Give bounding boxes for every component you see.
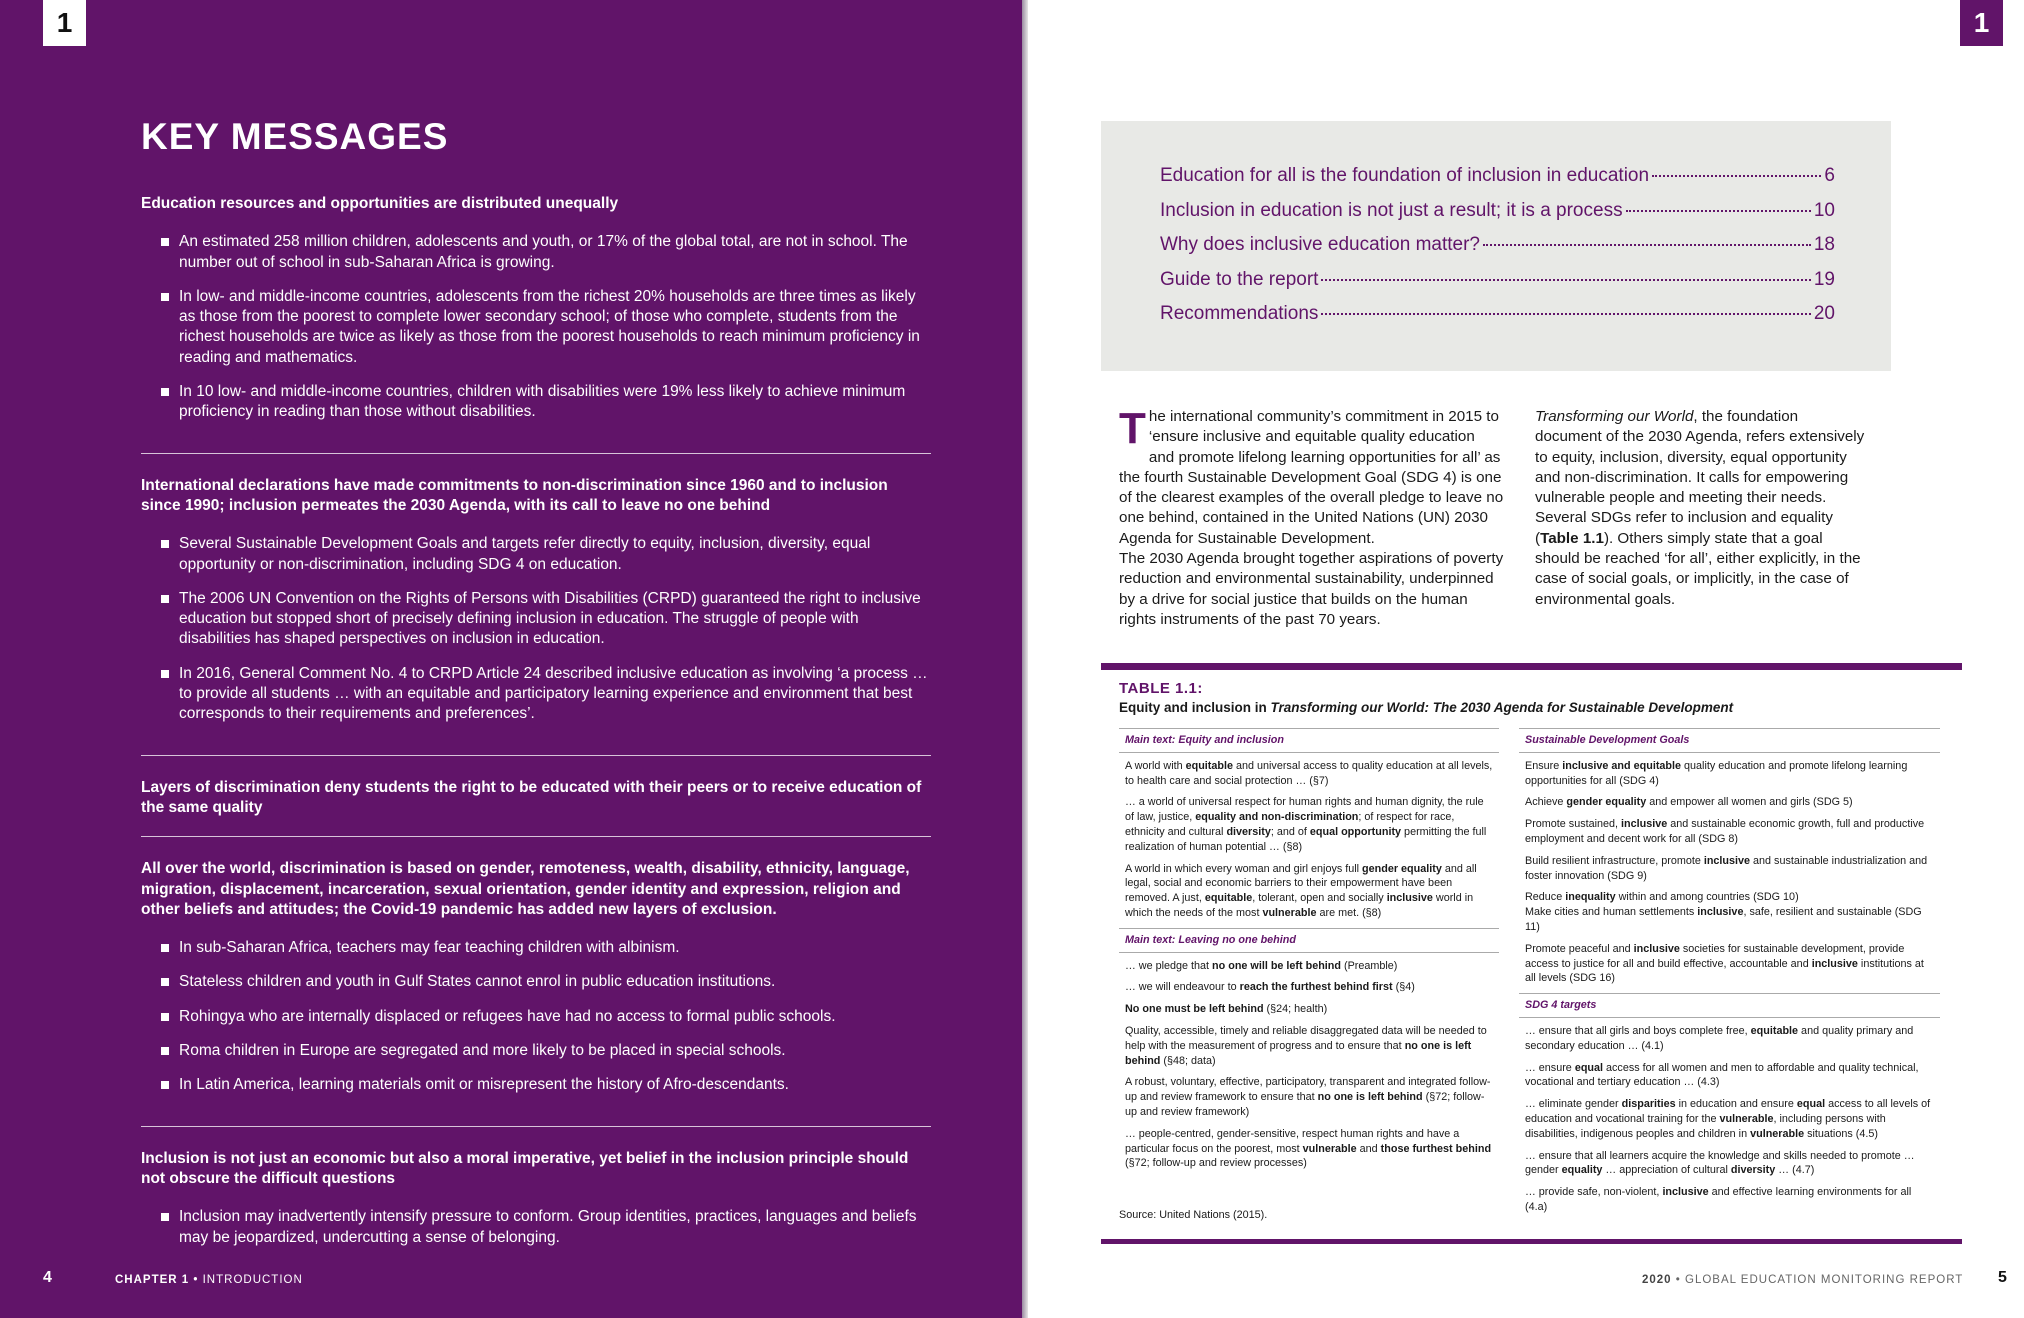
table-cell <box>1519 1149 1940 1179</box>
right-page <box>1028 0 2024 1318</box>
table-cell <box>1119 759 1499 789</box>
text-run: Promote peaceful and <box>1525 942 1634 955</box>
toc-entry[interactable] <box>1160 165 1835 200</box>
section-heading: All over the world, discrimination is based on gender, remoteness, wealth, disability, ethnicity, language, migration, displacement, incarceration, sexual orientation, gender identity and expression, religion and other beliefs and attitudes; the Covid-19 pandemic has added new layers of exclusion. <box>141 860 910 918</box>
table-column-left <box>1119 728 1499 1178</box>
bold-text: equality and non-discrimination <box>1195 811 1359 824</box>
table-cell <box>1519 942 1940 986</box>
text-run: … (4.7) <box>1775 1164 1815 1177</box>
bold-text: diversity <box>1226 825 1271 838</box>
table-cell <box>1119 959 1499 974</box>
table-group <box>1119 728 1499 921</box>
footer-year: 2020 <box>1642 1274 1672 1286</box>
toc-page: 6 <box>1824 165 1835 186</box>
table-column-header: Sustainable Development Goals <box>1519 728 1940 753</box>
bullet-item: In 10 low- and middle-income countries, children with disabilities were 19% less likely to achieve minimum proficiency in reading than those without disabilities. <box>141 382 931 423</box>
text-run: within and among countries (SDG 10) <box>1615 891 1799 904</box>
text-run: Promote sustained, <box>1525 818 1622 831</box>
bold-text: gender equality <box>1362 862 1442 875</box>
footer-section: INTRODUCTION <box>202 1274 303 1286</box>
key-message-section <box>141 859 931 1126</box>
text-run: and quality primary and secondary education … (4.1) <box>1525 1024 1914 1052</box>
table-cell <box>1119 1024 1499 1068</box>
text-run: … provide safe, non-violent, <box>1525 1186 1663 1199</box>
bold-text: those furthest behind <box>1380 1142 1492 1155</box>
bullet-item: In low- and middle-income countries, adolescents from the richest 20% households are three times as likely as those from the poorest to complete lower secondary school; of those who complete, students from the richest households are twice as likely as those from the poorest households to reach minimum proficiency in reading and mathematics. <box>141 287 931 368</box>
table-top-rule <box>1101 663 1962 670</box>
table-cell <box>1519 1097 1940 1141</box>
text-run: and sustainable economic growth, full and productive employment and decent work for all (SDG 8) <box>1525 818 1925 845</box>
italic-text: Transforming our World: The 2030 Agenda for Sustainable Development <box>1270 700 1734 715</box>
bullet-item: Roma children in Europe are segregated and more likely to be placed in special schools. <box>141 1041 931 1061</box>
toc-page: 19 <box>1813 268 1835 290</box>
table-cell <box>1519 890 1940 934</box>
body-paragraph: he international community’s commitment in 2015 to ‘ensure inclusive and equitable quality education and promote lifelong learning opportunities for all’ as the fourth Sustainable Development Goal (SDG 4) is one of the clearest examples of the overall pledge to leave no one behind, contained in the United Nations (UN) 2030 Agenda for Sustainable Development. <box>1119 408 1504 547</box>
chapter-badge: 1 <box>1960 0 2003 46</box>
text-run: Equity and inclusion in <box>1119 700 1271 715</box>
bold-text: equality <box>1561 1164 1603 1177</box>
table-group <box>1519 728 1940 986</box>
text-run: are met. (§8) <box>1316 906 1382 919</box>
text-run: , the foundation document of the 2030 Agenda, refers extensively to equity, inclusion, diversity, equal opportunity and non-discrimination. It calls for empowering vulnerable people and meeting their needs. Several SDGs refer to inclusion and equality ( <box>1535 408 1865 547</box>
table-cell <box>1119 980 1499 995</box>
text-run: … ensure that all girls and boys complete free, <box>1525 1024 1751 1037</box>
text-run: A world with <box>1125 759 1186 772</box>
section-heading: Education resources and opportunities are distributed unequally <box>141 195 619 212</box>
running-footer <box>115 1274 303 1286</box>
table-cell <box>1119 862 1499 921</box>
bold-text: no one will be left behind <box>1212 959 1341 972</box>
bold-text: No one must be left behind <box>1125 1003 1264 1016</box>
text-run: A robust, voluntary, effective, participatory, transparent and integrated follow-up and review framework to ensure that <box>1125 1076 1491 1104</box>
chapter-badge: 1 <box>43 0 86 46</box>
page-number: 4 <box>43 1269 53 1286</box>
text-run: ; of respect for race, ethnicity and cultural <box>1125 811 1455 838</box>
body-paragraph: The 2030 Agenda brought together aspirations of poverty reduction and environmental sustainability, underpinned by a drive for social justice that builds on the human rights instruments of the past 70 years. <box>1119 550 1504 628</box>
page-number: 5 <box>1998 1269 2008 1286</box>
toc-leader-dots <box>1652 175 1821 177</box>
text-run: access to all levels of education and vocational training for the <box>1525 1098 1931 1125</box>
text-run: and all legal, social and economic barriers to their empowerment have been removed. A just, <box>1125 862 1477 905</box>
bold-text: inequality <box>1565 891 1616 904</box>
bullet-item: In 2016, General Comment No. 4 to CRPD Article 24 described inclusive education as involving ‘a process … to provide all students … with an equitable and participatory learning experience and environment that best corresponds to their requirements and preferences’. <box>141 664 931 725</box>
drop-cap: T <box>1119 404 1146 453</box>
bold-text: equal <box>1574 1061 1604 1074</box>
bullet-item: In Latin America, learning materials omit or misrepresent the history of Afro-descendants. <box>141 1075 931 1095</box>
bold-text: gender equality <box>1566 796 1647 809</box>
bold-text: inclusive <box>1662 1186 1709 1199</box>
toc-leader-dots <box>1483 244 1811 246</box>
toc-entry[interactable] <box>1160 303 1835 338</box>
toc-label: Education for all is the foundation of inclusion in education <box>1160 165 1650 186</box>
bold-text: equitable <box>1204 892 1253 905</box>
section-heading: Inclusion is not just an economic but also a moral imperative, yet belief in the inclusion principle should not obscure the difficult questions <box>141 1149 909 1187</box>
text-run: access for all women and men to affordable and quality technical, vocational and tertiary education … (4.3) <box>1525 1061 1919 1089</box>
table-cell <box>1519 1185 1940 1215</box>
text-run: … appreciation of cultural <box>1602 1164 1731 1177</box>
text-run: ; and of <box>1270 825 1310 838</box>
text-run: Build resilient infrastructure, promote <box>1525 854 1704 867</box>
text-run: and empower all women and girls (SDG 5) <box>1646 796 1853 809</box>
text-run: (§48; data) <box>1160 1054 1216 1067</box>
table-group <box>1519 993 1940 1215</box>
text-run: and sustainable industrialization and foster innovation (SDG 9) <box>1525 854 1928 882</box>
bold-text: vulnerable <box>1302 1142 1357 1155</box>
toc-entry[interactable] <box>1160 234 1835 269</box>
footer-separator: • <box>189 1274 203 1286</box>
section-heading: International declarations have made commitments to non-discrimination since 1960 and to inclusion since 1990; inclusion permeates the 2030 Agenda, with its call to leave no one behind <box>141 476 888 514</box>
italic-text: Transforming our World <box>1535 408 1694 425</box>
text-run: , including persons with disabilities, indigenous peoples and children in <box>1525 1112 1886 1140</box>
text-run: … people-centred, gender-sensitive, respect human rights and have a particular focus on the poorest, most <box>1125 1127 1460 1155</box>
text-run: … ensure <box>1525 1061 1575 1074</box>
text-run: , tolerant, open and socially <box>1252 892 1387 905</box>
bold-text: no one is left behind <box>1317 1091 1423 1104</box>
key-message-section <box>141 1149 931 1278</box>
bullet-item: Inclusion may inadvertently intensify pressure to conform. Group identities, practices, languages and beliefs may be jeopardized, undercutting a sense of belonging. <box>141 1207 931 1248</box>
toc-label: Recommendations <box>1160 303 1319 324</box>
text-run: (§24; health) <box>1263 1003 1328 1016</box>
bold-text: inclusive <box>1703 854 1751 867</box>
table-cell <box>1519 854 1940 884</box>
bullet-item: Rohingya who are internally displaced or refugees have had no access to formal public schools. <box>141 1007 931 1027</box>
bullet-item: In sub-Saharan Africa, teachers may fear teaching children with albinism. <box>141 938 931 958</box>
table-column-header: Main text: Leaving no one behind <box>1119 928 1499 953</box>
text-run: Achieve <box>1525 796 1567 809</box>
text-run: and effective learning environments for all (4.a) <box>1525 1186 1912 1213</box>
text-run: and <box>1356 1142 1381 1155</box>
bold-text: diversity <box>1730 1164 1776 1177</box>
text-run: … a world of universal respect for human rights and human dignity, the rule of law, justice, <box>1125 796 1484 824</box>
bold-text: inclusive <box>1697 906 1744 919</box>
table-cell <box>1519 795 1940 810</box>
bold-text: inclusive and equitable <box>1562 759 1682 772</box>
table-column-header: SDG 4 targets <box>1519 993 1940 1018</box>
text-run: … eliminate gender <box>1525 1098 1622 1111</box>
table-column-right <box>1519 728 1940 1222</box>
page-title: KEY MESSAGES <box>141 116 449 157</box>
bullet-item: Stateless children and youth in Gulf States cannot enrol in public education institutions. <box>141 972 931 992</box>
toc-page: 10 <box>1813 199 1835 221</box>
text-run: … we will endeavour to <box>1125 981 1240 994</box>
toc-entry[interactable] <box>1160 269 1835 304</box>
bold-text: inclusive <box>1386 892 1433 905</box>
footer-separator: • <box>1671 1274 1686 1286</box>
text-run: societies for sustainable development, provide access to justice for all and build effective, accountable and <box>1525 942 1905 970</box>
table-cell <box>1519 759 1940 789</box>
bold-text: reach the furthest behind first <box>1239 981 1393 994</box>
bold-text: equitable <box>1750 1024 1799 1037</box>
key-message-section <box>141 778 931 838</box>
text-run: … we pledge that <box>1125 959 1213 972</box>
key-message-section <box>141 476 931 756</box>
body-column-1 <box>1119 404 1504 630</box>
text-run: in education and ensure <box>1675 1098 1797 1111</box>
bullet-item: An estimated 258 million children, adolescents and youth, or 17% of the global total, are not in school. The number out of school in sub-Saharan Africa is growing. <box>141 232 931 273</box>
table-of-contents <box>1101 121 1891 371</box>
text-run: , safe, resilient and sustainable (SDG 11) <box>1525 906 1922 933</box>
table-cell <box>1519 817 1940 847</box>
table-cell <box>1119 1075 1499 1119</box>
bold-text: inclusive <box>1633 942 1680 955</box>
text-run: … ensure that all learners acquire the knowledge and skills needed to promote … gender <box>1525 1149 1915 1177</box>
text-run: Ensure <box>1525 759 1563 772</box>
toc-label: Inclusion in education is not just a result; it is a process <box>1160 199 1623 221</box>
toc-leader-dots <box>1321 279 1810 281</box>
bullet-item: The 2006 UN Convention on the Rights of Persons with Disabilities (CRPD) guaranteed the right to inclusive education but stopped short of precisely defining inclusion in education. The struggle of people with disabilities has shaped perspectives on inclusion in education. <box>141 589 931 650</box>
footer-chapter: CHAPTER 1 <box>115 1274 190 1286</box>
text-run: world in which the needs of the most <box>1125 892 1474 919</box>
text-run: (§72; follow-up and review processes) <box>1125 1157 1307 1170</box>
bold-text: no one is left behind <box>1125 1039 1472 1067</box>
text-run: and universal access to quality education at all levels, to health care and social protection … (§7) <box>1125 759 1493 787</box>
text-run: (Preamble) <box>1341 959 1398 972</box>
toc-label: Guide to the report <box>1160 268 1319 290</box>
key-messages <box>141 194 931 1300</box>
bold-text: vulnerable <box>1719 1112 1774 1125</box>
text-run: permitting the full realization of human potential … (§8) <box>1125 825 1487 853</box>
text-run: (§4) <box>1392 981 1415 994</box>
text-run: ). Others simply state that a goal should be reached ‘for all’, either explicitly, in the case of social goals, or implicitly, in the case of environmental goals. <box>1535 529 1861 608</box>
table-column-header: Main text: Equity and inclusion <box>1119 728 1499 753</box>
bold-text: disparities <box>1621 1098 1676 1111</box>
bold-text: equal opportunity <box>1309 825 1402 838</box>
text-run: Make cities and human settlements <box>1525 906 1698 919</box>
bold-text: equal <box>1796 1098 1826 1111</box>
bold-text: inclusive <box>1621 818 1668 831</box>
footer-title: GLOBAL EDUCATION MONITORING REPORT <box>1685 1274 1964 1286</box>
text-run: A world in which every woman and girl enjoys full <box>1125 862 1363 875</box>
bold-text: inclusive <box>1811 957 1858 970</box>
table-cell <box>1519 1061 1940 1091</box>
bold-text: Table 1.1 <box>1540 529 1604 547</box>
text-run: institutions at all levels (SDG 16) <box>1525 957 1924 985</box>
table-cell <box>1119 795 1499 854</box>
text-run: situations (4.5) <box>1804 1127 1878 1140</box>
toc-label: Why does inclusive education matter? <box>1160 234 1480 255</box>
section-heading: Layers of discrimination deny students the right to be educated with their peers or to receive education of the same quality <box>141 778 922 816</box>
table-label: TABLE 1.1: <box>1119 680 1203 697</box>
text-run: Reduce <box>1525 891 1566 904</box>
bold-text: vulnerable <box>1750 1127 1805 1140</box>
running-footer <box>1642 1274 1963 1286</box>
toc-page: 20 <box>1813 303 1835 324</box>
toc-leader-dots <box>1626 210 1811 212</box>
table-cell <box>1519 1024 1940 1054</box>
bullet-item: Several Sustainable Development Goals and targets refer directly to equity, inclusion, diversity, equal opportunity or non-discrimination, including SDG 4 on education. <box>141 534 931 575</box>
table-cell <box>1119 1127 1499 1171</box>
toc-page: 18 <box>1813 234 1835 255</box>
text-run: Quality, accessible, timely and reliable disaggregated data will be needed to help with the measurement of progress and to ensure that <box>1125 1024 1487 1052</box>
table-group <box>1119 928 1499 1171</box>
body-column-2 <box>1535 407 1865 610</box>
table-bottom-rule <box>1101 1239 1962 1244</box>
table-cell <box>1119 1002 1499 1017</box>
toc-entry[interactable] <box>1160 200 1835 235</box>
key-message-section <box>141 194 931 454</box>
text-run: quality education and promote lifelong learning opportunities for all (SDG 4) <box>1525 759 1908 787</box>
table-source: Source: United Nations (2015). <box>1119 1209 1268 1221</box>
table-title <box>1119 700 1733 715</box>
text-run: (§72; follow-up and review framework) <box>1125 1091 1485 1118</box>
toc-leader-dots <box>1321 313 1810 315</box>
bold-text: equitable <box>1185 759 1234 772</box>
bold-text: vulnerable <box>1262 906 1317 919</box>
